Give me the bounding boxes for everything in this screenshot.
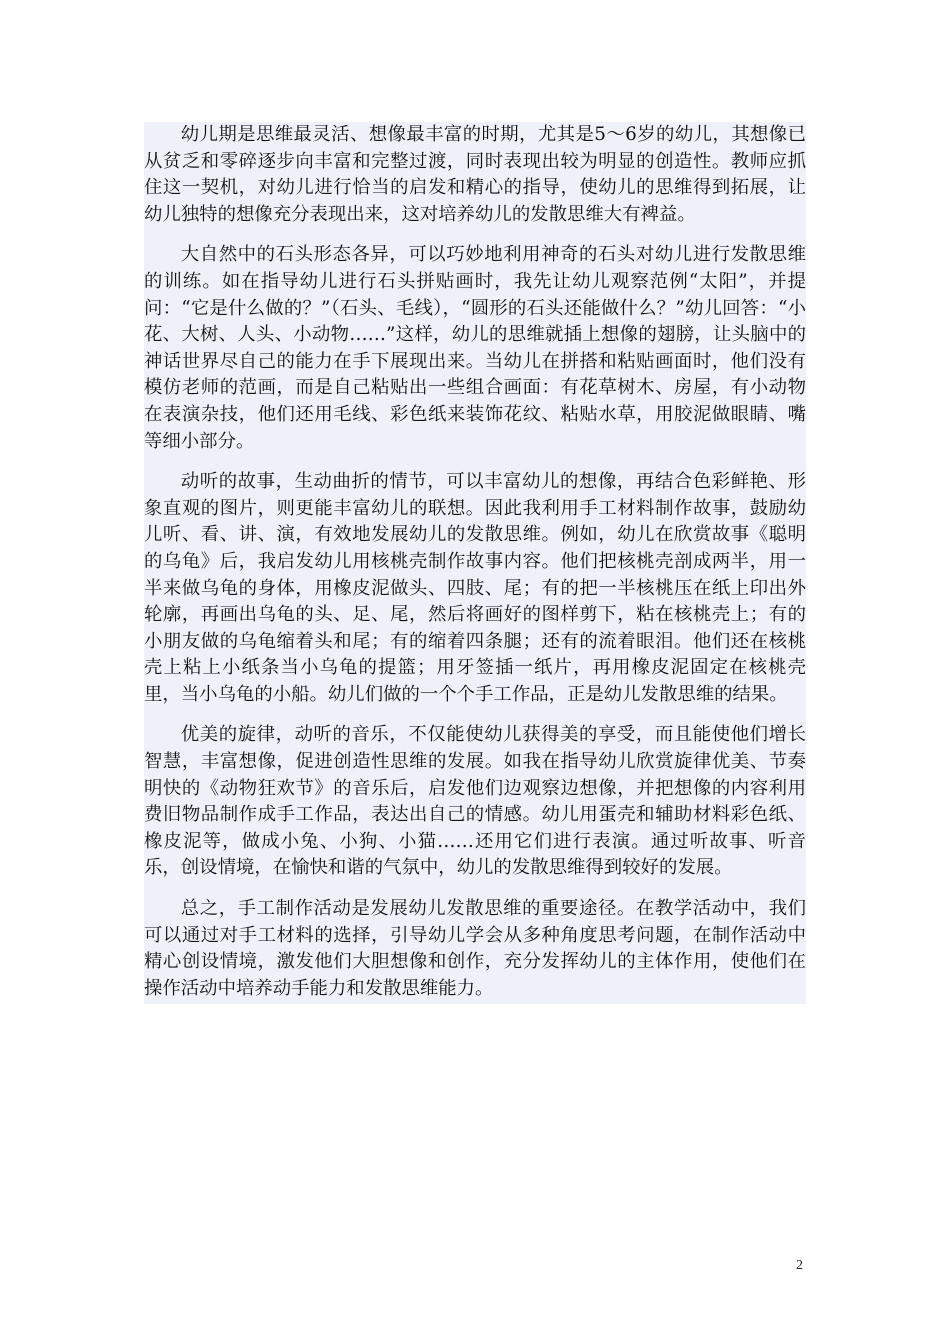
paragraph: 总之，手工制作活动是发展幼儿发散思维的重要途径。在教学活动中，我们可以通过对手工材料的选择，引导幼儿学会从多种角度思考问题，在制作活动中精心创设情境，激发他们大胆想像和创作，充分发挥幼儿的主体作用，使他们在操作活动中培养动手能力和发散思维能力。	[144, 898, 806, 999]
paragraph: 优美的旋律，动听的音乐，不仅能使幼儿获得美的享受，而且能使他们增长智慧，丰富想像，促进创造性思维的发展。如我在指导幼儿欣赏旋律优美、节奏明快的《动物狂欢节》的音乐后，启发他们边观察边想像，并把想像的内容利用费旧物品制作成手工作品，表达出自己的情感。幼儿用蛋壳和辅助材料彩色纸、橡皮泥等，做成小兔、小狗、小猫……还用它们进行表演。通过听故事、听音乐，创设情境，在愉快和谐的气氛中，幼儿的发散思维得到较好的发展。	[144, 724, 806, 879]
paragraph: 大自然中的石头形态各异，可以巧妙地利用神奇的石头对幼儿进行发散思维的训练。如在指导幼儿进行石头拼贴画时，我先让幼儿观察范例“太阳”，并提问：“它是什么做的？”（石头、毛线），“圆形的石头还能做什么？”幼儿回答：“小花、大树、人头、小动物……”这样，幼儿的思维就插上想像的翅膀，让头脑中的神话世界尽自己的能力在手下展现出来。当幼儿在拼搭和粘贴画面时，他们没有模仿老师的范画，而是自己粘贴出一些组合画面：有花草树木、房屋，有小动物在表演杂技，他们还用毛线、彩色纸来装饰花纹、粘贴水草，用胶泥做眼睛、嘴等细小部分。	[144, 244, 806, 452]
paragraph: 动听的故事，生动曲折的情节，可以丰富幼儿的想像，再结合色彩鲜艳、形象直观的图片，则更能丰富幼儿的联想。因此我利用手工材料制作故事，鼓励幼儿听、看、讲、演，有效地发展幼儿的发散思维。例如，幼儿在欣赏故事《聪明的乌龟》后，我启发幼儿用核桃壳制作故事内容。他们把核桃壳剖成两半，用一半来做乌龟的身体，用橡皮泥做头、四肢、尾；有的把一半核桃压在纸上印出外轮廓，再画出乌龟的头、足、尾，然后将画好的图样剪下，粘在核桃壳上；有的小朋友做的乌龟缩着头和尾；有的缩着四条腿；还有的流着眼泪。他们还在核桃壳上粘上小纸条当小乌龟的提篮；用牙签插一纸片，再用橡皮泥固定在核桃壳里，当小乌龟的小船。幼儿们做的一个个手工作品，正是幼儿发散思维的结果。	[144, 471, 806, 705]
article-body	[144, 122, 806, 1004]
paragraph: 幼儿期是思维最灵活、想像最丰富的时期，尤其是5～6岁的幼儿，其想像已从贫乏和零碎逐步向丰富和完整过渡，同时表现出较为明显的创造性。教师应抓住这一契机，对幼儿进行恰当的启发和精心的指导，使幼儿的思维得到拓展，让幼儿独特的想像充分表现出来，这对培养幼儿的发散思维大有裨益。	[144, 124, 806, 225]
page-number: 2	[796, 1258, 803, 1273]
